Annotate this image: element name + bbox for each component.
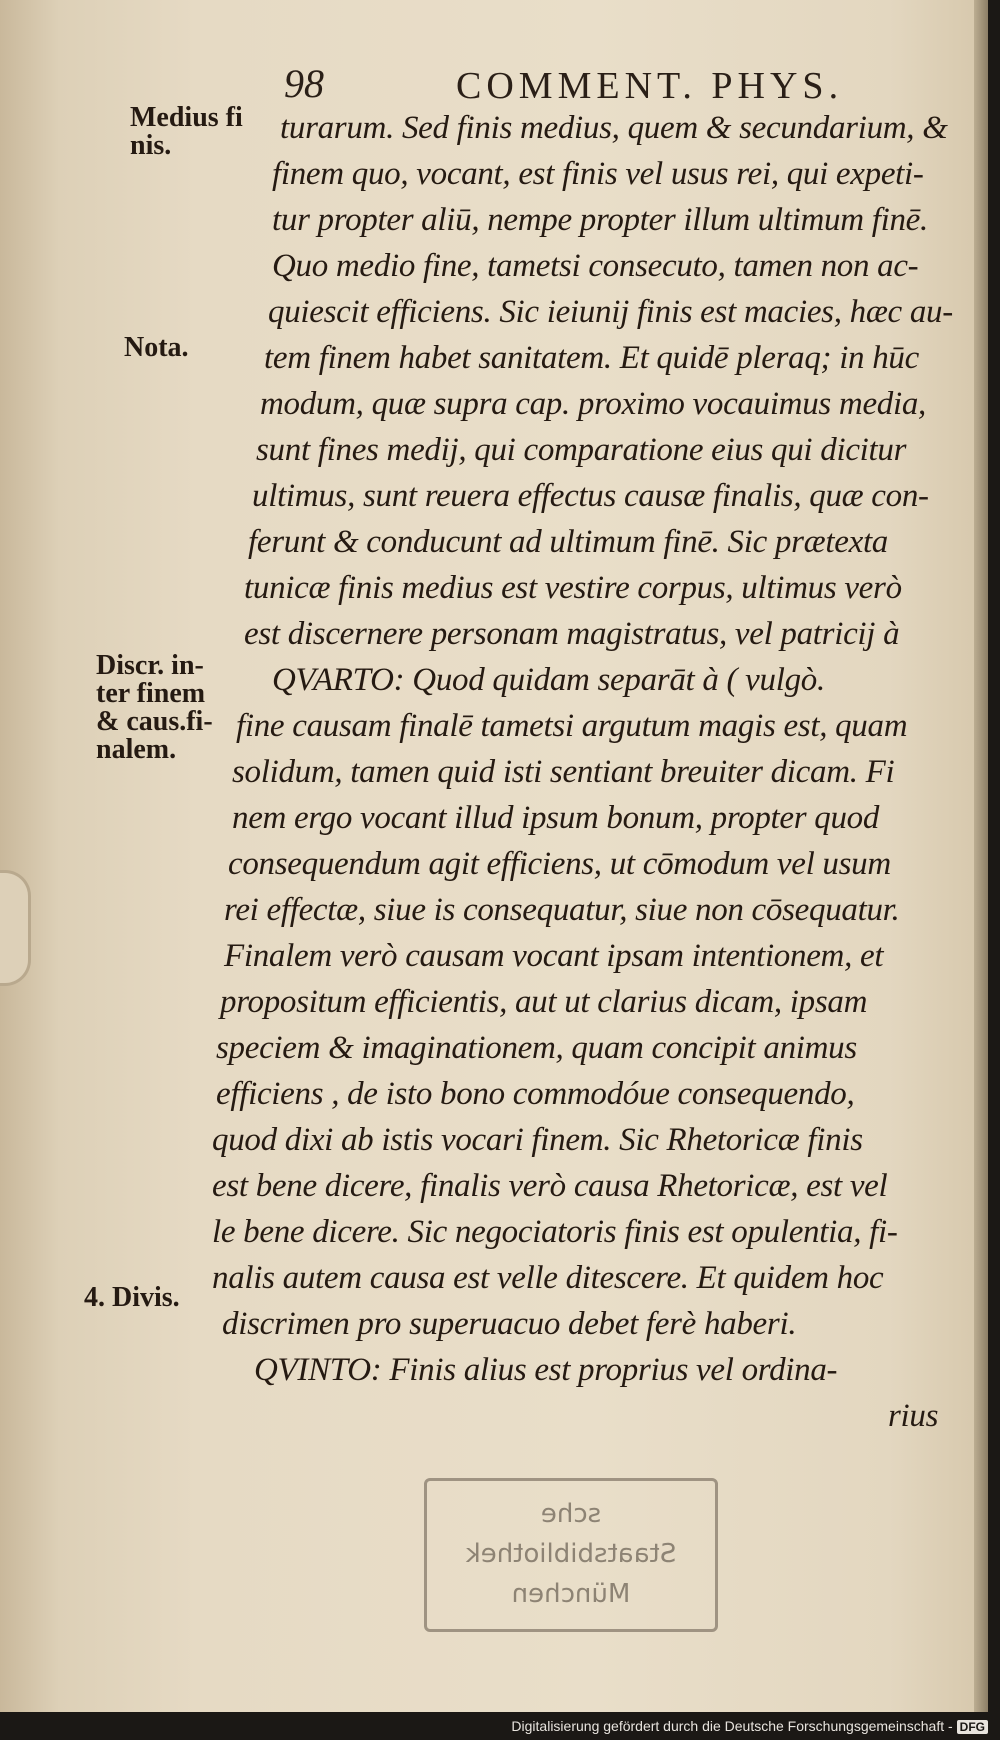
text-line: quiescit efficiens. Sic ieiunij finis est macies, hæc au-: [268, 294, 953, 330]
margin-note-discr: Discr. in- ter finem & caus.fi- nalem.: [96, 650, 213, 765]
running-title: COMMENT. PHYS.: [456, 65, 844, 107]
text-line: solidum, tamen quid isti sentiant breuiter dicam. Fi: [232, 754, 895, 790]
text-line: discrimen pro superuacuo debet ferè haberi.: [222, 1306, 797, 1342]
text-line: propositum efficientis, aut ut clarius dicam, ipsam: [220, 984, 868, 1020]
text-line: finem quo, vocant, est finis vel usus rei, qui expeti-: [272, 156, 924, 192]
text-line: QVINTO: Finis alius est proprius vel ordina-: [254, 1352, 838, 1388]
dfg-logo: DFG: [957, 1720, 988, 1734]
margin-note-divis: 4. Divis.: [84, 1282, 180, 1313]
text-line: est discernere personam magistratus, vel patricij à: [244, 616, 900, 652]
text-line: tem finem habet sanitatem. Et quidē pleraq; in hūc: [264, 340, 919, 376]
stamp-line: München: [511, 1579, 631, 1609]
text-line: rei effectæ, siue is consequatur, siue non cōsequatur.: [224, 892, 900, 928]
text-line: Finalem verò causam vocant ipsam intentionem, et: [224, 938, 884, 974]
text-line: Quo medio fine, tametsi consecuto, tamen non ac-: [272, 248, 919, 284]
text-line: quod dixi ab istis vocari finem. Sic Rhetoricæ finis: [212, 1122, 863, 1158]
text-line: ferunt & conducunt ad ultimum finē. Sic prætexta: [248, 524, 889, 560]
text-line: modum, quæ supra cap. proximo vocauimus media,: [260, 386, 927, 422]
library-stamp: [424, 1478, 718, 1632]
stamp-line: Staatsbibliothek: [465, 1539, 677, 1569]
text-line: consequendum agit efficiens, ut cōmodum vel usum: [228, 846, 891, 882]
text-line: est bene dicere, finalis verò causa Rhetoricæ, est vel: [212, 1168, 888, 1204]
text-line: nalis autem causa est velle ditescere. Et quidem hoc: [212, 1260, 884, 1296]
margin-note-medius: Medius fi nis.: [130, 102, 243, 161]
catchword: rius: [888, 1398, 939, 1434]
text-line: tur propter aliū, nempe propter illum ultimum finē.: [272, 202, 928, 238]
margin-note-nota: Nota.: [124, 332, 189, 363]
digitization-credit: [511, 1718, 988, 1734]
text-line: le bene dicere. Sic negociatoris finis est opulentia, fi-: [212, 1214, 898, 1250]
text-line: tunicæ finis medius est vestire corpus, ultimus verò: [244, 570, 902, 606]
credit-text: Digitalisierung gefördert durch die Deutsche Forschungsgemeinschaft -: [511, 1718, 953, 1734]
text-line: QVARTO: Quod quidam separāt à ( vulgò.: [272, 662, 825, 698]
text-line: speciem & imaginationem, quam concipit animus: [216, 1030, 857, 1066]
text-line: sunt fines medij, qui comparatione eius qui dicitur: [256, 432, 907, 468]
text-line: ultimus, sunt reuera effectus causæ finalis, quæ con-: [252, 478, 929, 514]
text-line: fine causam finalē tametsi argutum magis est, quam: [236, 708, 908, 744]
text-line: turarum. Sed finis medius, quem & secundarium, &: [280, 110, 948, 146]
folio-number: 98: [284, 61, 324, 106]
text-line: efficiens , de isto bono commodóue consequendo,: [216, 1076, 855, 1112]
stamp-line: sche: [540, 1499, 602, 1529]
text-line: nem ergo vocant illud ipsum bonum, propter quod: [232, 800, 880, 836]
